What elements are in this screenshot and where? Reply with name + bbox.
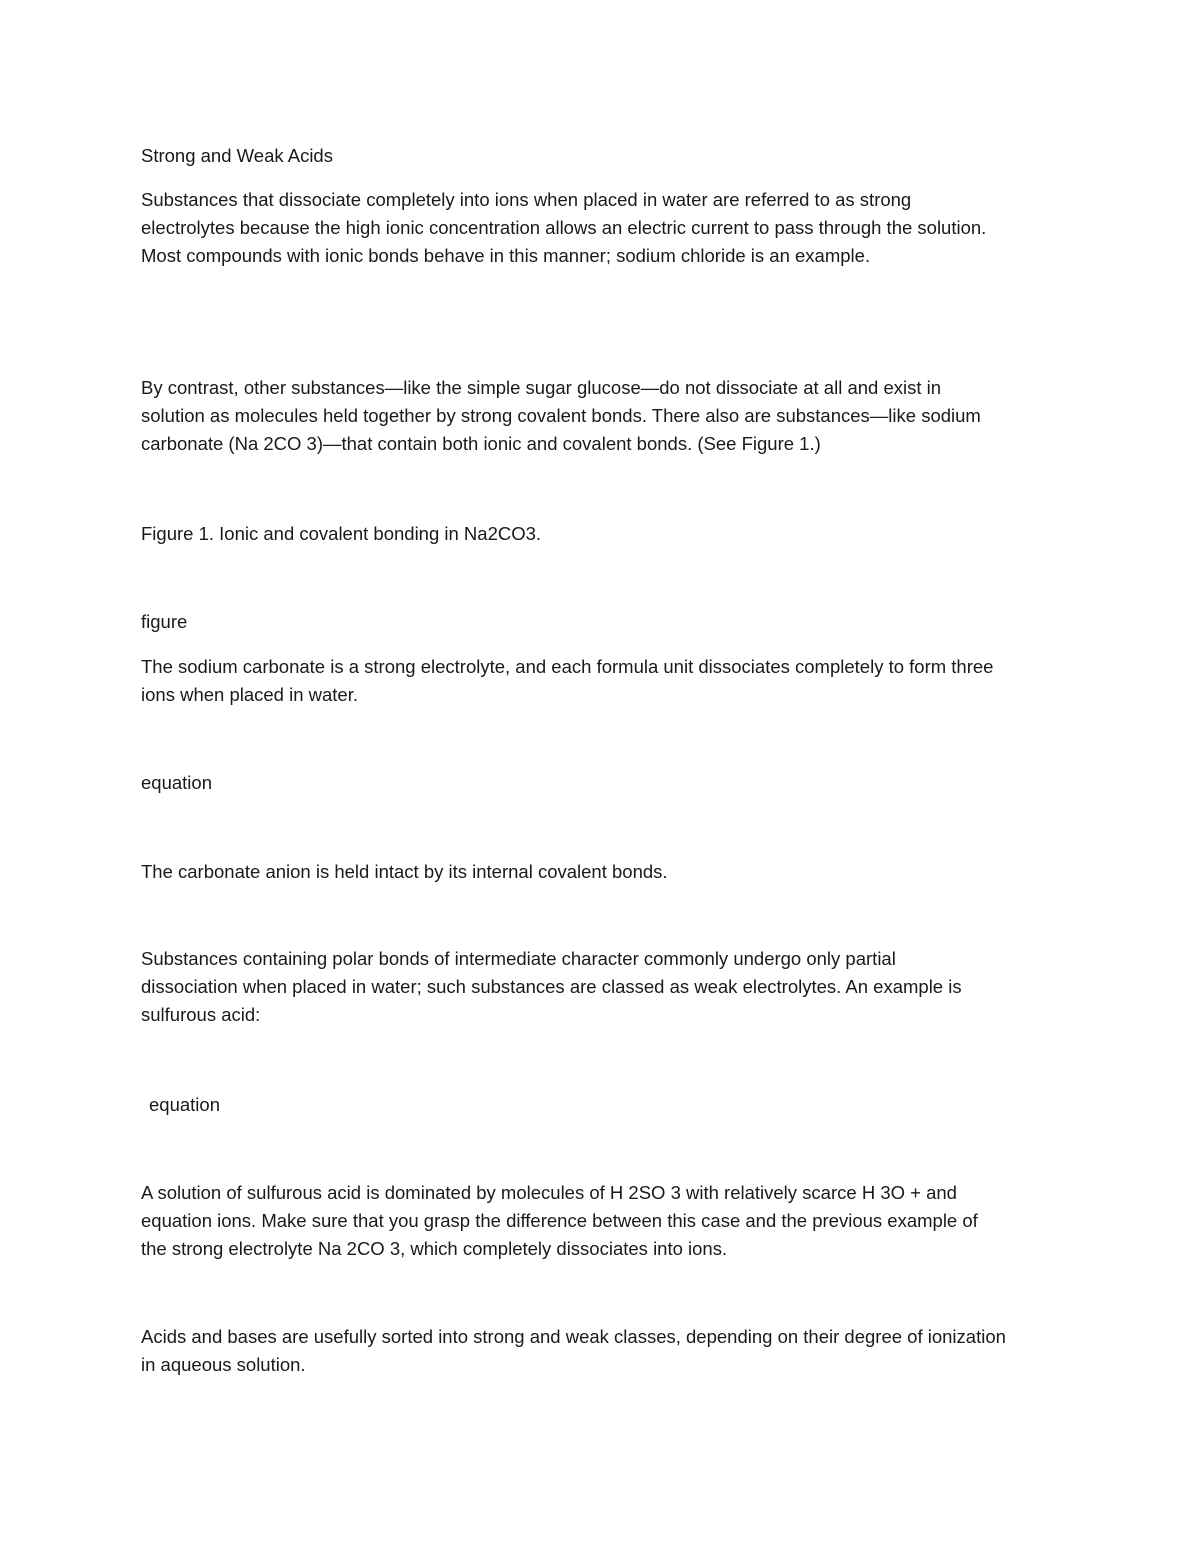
paragraph-line: dissociation when placed in water; such substances are classed as weak electrolytes. An example is (141, 976, 962, 997)
paragraph-line: Substances containing polar bonds of intermediate character commonly undergo only partial (141, 948, 896, 969)
paragraph-line: the strong electrolyte Na 2CO 3, which completely dissociates into ions. (141, 1238, 728, 1259)
paragraph-line: Most compounds with ionic bonds behave in this manner; sodium chloride is an example. (141, 245, 871, 266)
equation-placeholder: equation (149, 1094, 220, 1115)
paragraph-line: Substances that dissociate completely into ions when placed in water are referred to as strong (141, 189, 912, 210)
paragraph-line: carbonate (Na 2CO 3)—that contain both ionic and covalent bonds. (See Figure 1.) (141, 433, 821, 454)
figure-caption: Figure 1. Ionic and covalent bonding in Na2CO3. (141, 523, 542, 544)
paragraph-line: The sodium carbonate is a strong electrolyte, and each formula unit dissociates completely to form three (141, 656, 994, 677)
paragraph-line: sulfurous acid: (141, 1004, 261, 1025)
paragraph-line: in aqueous solution. (141, 1354, 306, 1375)
paragraph-line: solution as molecules held together by strong covalent bonds. There also are substances—like sodium (141, 405, 981, 426)
document-title: Strong and Weak Acids (141, 145, 333, 166)
paragraph-line: Acids and bases are usefully sorted into strong and weak classes, depending on their degree of ionization (141, 1326, 1006, 1347)
paragraph-line: A solution of sulfurous acid is dominated by molecules of H 2SO 3 with relatively scarce H 3O + and (141, 1182, 957, 1203)
paragraph-line: electrolytes because the high ionic concentration allows an electric current to pass through the solution. (141, 217, 987, 238)
equation-placeholder: equation (141, 772, 212, 793)
paragraph-line: equation ions. Make sure that you grasp the difference between this case and the previous example of (141, 1210, 978, 1231)
paragraph-line: The carbonate anion is held intact by its internal covalent bonds. (141, 861, 668, 882)
figure-placeholder: figure (141, 611, 188, 632)
paragraph-line: By contrast, other substances—like the simple sugar glucose—do not dissociate at all and exist in (141, 377, 942, 398)
paragraph-line: ions when placed in water. (141, 684, 358, 705)
